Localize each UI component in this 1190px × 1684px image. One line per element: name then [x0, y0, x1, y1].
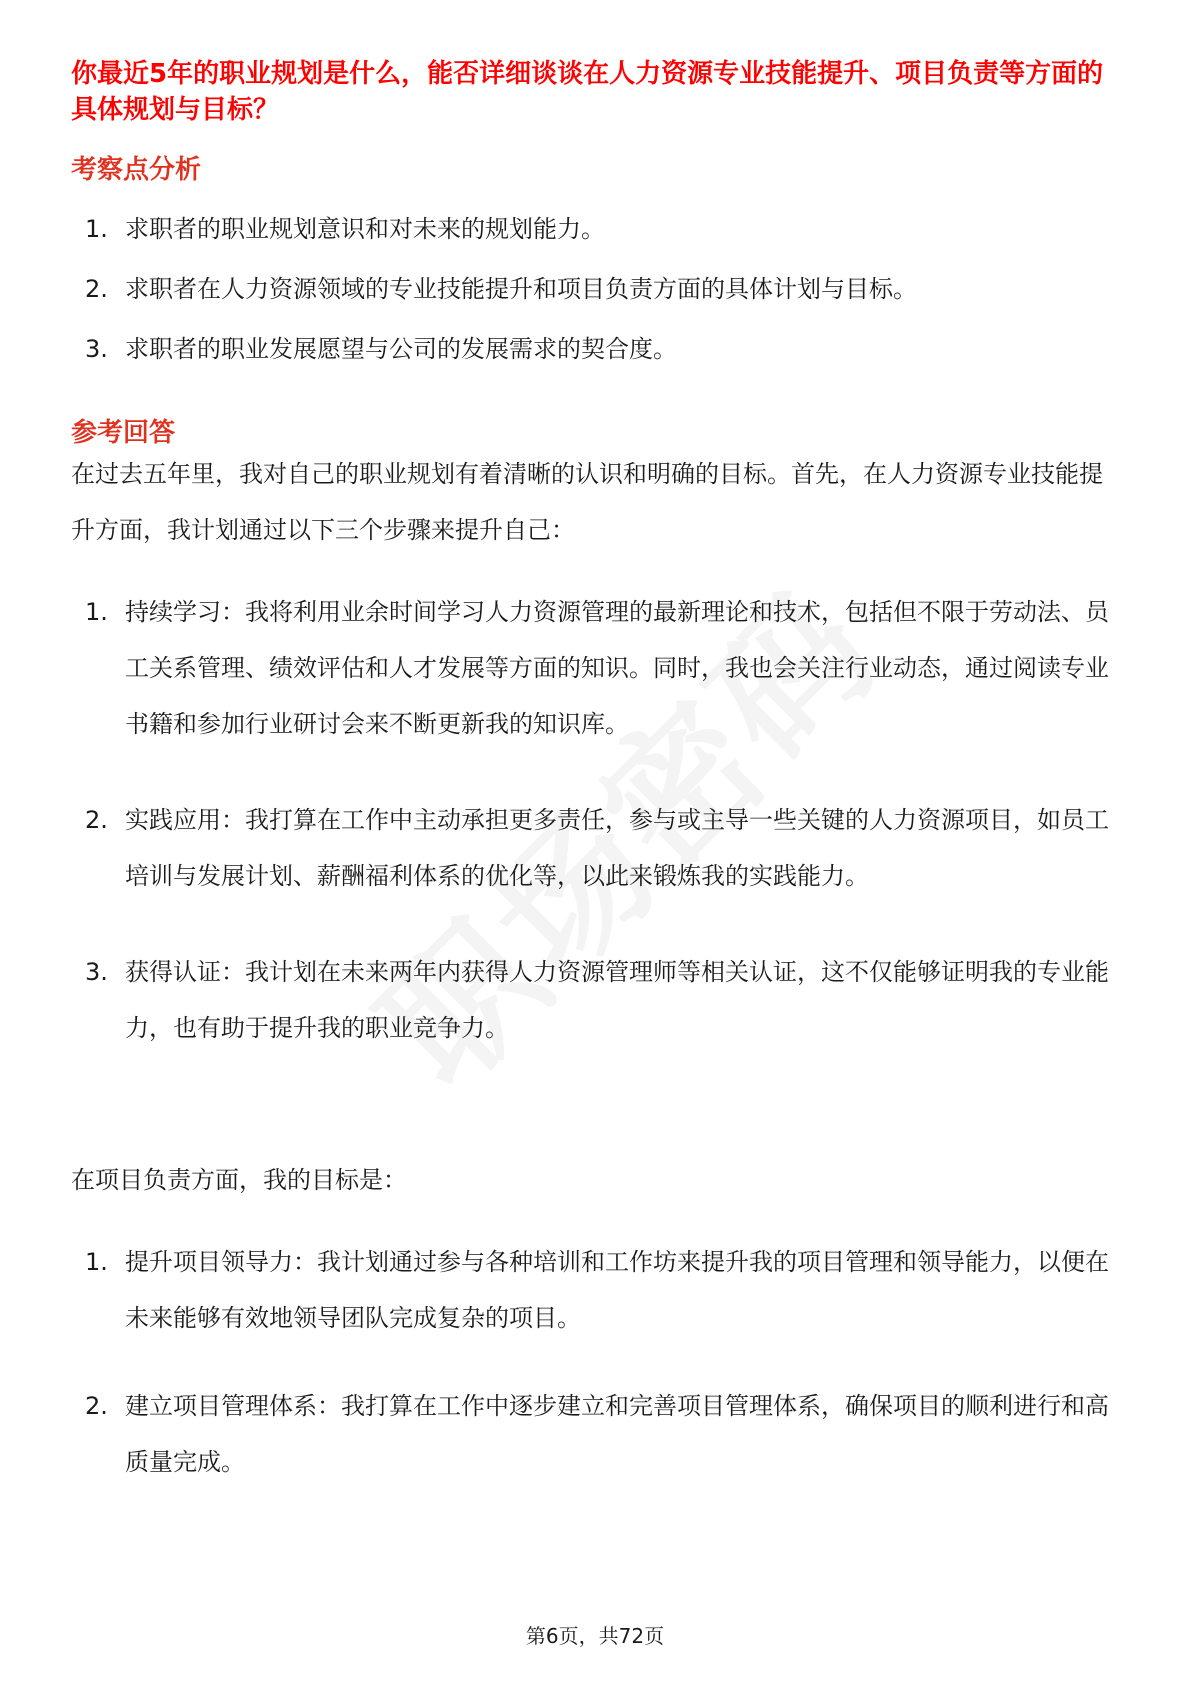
analysis-list [71, 211, 1121, 391]
list-text: 求职者的职业发展愿望与公司的发展需求的契合度。 [125, 335, 677, 363]
projects-list [71, 1234, 1121, 1522]
list-number: 2. [85, 806, 108, 834]
list-number: 1. [85, 598, 108, 626]
list-text: 获得认证：我计划在未来两年内获得人力资源管理师等相关认证，这不仅能够证明我的专业能力，也有助于提升我的职业竞争力。 [125, 958, 1109, 1042]
list-item [71, 211, 1121, 247]
list-number: 1. [85, 215, 108, 243]
analysis-heading: 考察点分析 [71, 155, 202, 185]
project-intro-paragraph: 在项目负责方面，我的目标是： [71, 1166, 407, 1194]
list-item [71, 271, 1121, 307]
list-item [71, 1234, 1121, 1346]
list-item [71, 331, 1121, 367]
list-item [71, 944, 1121, 1056]
list-text: 求职者在人力资源领域的专业技能提升和项目负责方面的具体计划与目标。 [125, 275, 917, 303]
list-item [71, 584, 1121, 752]
question-title: 你最近5年的职业规划是什么，能否详细谈谈在人力资源专业技能提升、项目负责等方面的具体规划与目标？ [71, 59, 1104, 125]
list-text: 建立项目管理体系：我打算在工作中逐步建立和完善项目管理体系，确保项目的顺利进行和高质量完成。 [125, 1392, 1109, 1476]
list-number: 1. [85, 1248, 108, 1276]
list-text: 实践应用：我打算在工作中主动承担更多责任，参与或主导一些关键的人力资源项目，如员工培训与发展计划、薪酬福利体系的优化等，以此来锻炼我的实践能力。 [125, 806, 1109, 890]
list-number: 2. [85, 1392, 108, 1420]
list-item [71, 1378, 1121, 1490]
list-text: 求职者的职业规划意识和对未来的规划能力。 [125, 215, 605, 243]
answer-heading: 参考回答 [71, 418, 176, 448]
list-number: 2. [85, 275, 108, 303]
list-text: 提升项目领导力：我计划通过参与各种培训和工作坊来提升我的项目管理和领导能力，以便在未来能够有效地领导团队完成复杂的项目。 [125, 1248, 1109, 1332]
page-footer: 第6页，共72页 [525, 1624, 665, 1648]
list-number: 3. [85, 958, 108, 986]
page-content [71, 56, 1121, 1476]
list-number: 3. [85, 335, 108, 363]
answer-intro-paragraph: 在过去五年里，我对自己的职业规划有着清晰的认识和明确的目标。首先，在人力资源专业技能提升方面，我计划通过以下三个步骤来提升自己： [71, 460, 1103, 544]
skills-list [71, 584, 1121, 1096]
list-item [71, 792, 1121, 904]
list-text: 持续学习：我将利用业余时间学习人力资源管理的最新理论和技术，包括但不限于劳动法、员工关系管理、绩效评估和人才发展等方面的知识。同时，我也会关注行业动态，通过阅读专业书籍和参加行业研讨会来不断更新我的知识库。 [125, 598, 1109, 738]
